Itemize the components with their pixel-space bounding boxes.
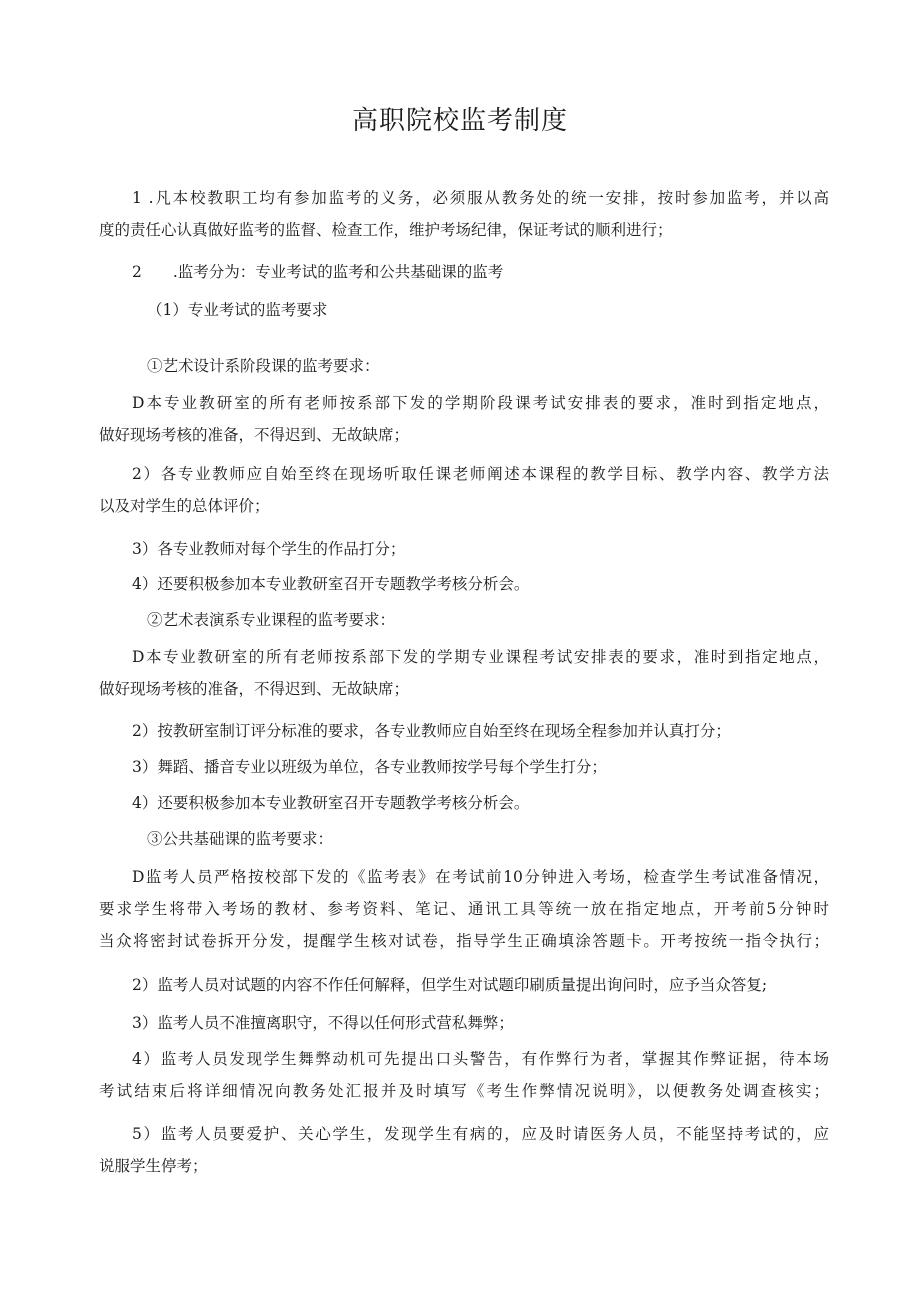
paragraph-7	[99, 533, 829, 565]
text-line: 4）还要积极参加本专业教研室召开专题教学考核分析会。	[132, 575, 530, 593]
text-line: 2）监考人员对试题的内容不作任何解释，但学生对试题印刷质量提出询问时，应予当众答复;	[132, 976, 768, 994]
paragraph-6	[99, 458, 829, 522]
text-line: 说服学生停考；	[99, 1157, 208, 1175]
text-line: ②艺术表演系专业课程的监考要求：	[147, 611, 396, 629]
text-line: 当众将密封试卷拆开分发，提醒学生核对试卷，指导学生正确填涂答题卡。开考按统一指令执行；	[99, 932, 829, 950]
text-line: 1 .凡本校教职工均有参加监考的义务，必须服从教务处的统一安排，按时参加监考，并以高	[132, 189, 829, 207]
paragraph-15	[99, 861, 829, 957]
paragraph-13	[99, 787, 829, 819]
paragraph-11	[99, 715, 829, 747]
text-line: 3）舞蹈、播音专业以班级为单位，各专业教师按学号每个学生打分；	[132, 758, 607, 776]
text-line: （1）专业考试的监考要求	[147, 301, 328, 319]
text-line: D监考人员严格按校部下发的《监考表》在考试前10分钟进入考场，检查学生考试准备情况，	[132, 868, 829, 886]
paragraph-2	[99, 256, 829, 288]
paragraph-12	[99, 751, 829, 783]
text-line: 度的责任心认真做好监考的监督、检查工作，维护考场纪律，保证考试的顺利进行；	[99, 221, 673, 239]
paragraph-14	[99, 823, 829, 855]
text-line: 5）监考人员要爱护、关心学生，发现学生有病的，应及时请医务人员，不能坚持考试的，应	[132, 1125, 829, 1143]
text-line: 考试结束后将详细情况向教务处汇报并及时填写《考生作弊情况说明》，以便教务处调查核实；	[99, 1082, 829, 1100]
text-line: ①艺术设计系阶段课的监考要求：	[147, 357, 380, 375]
paragraph-1	[99, 182, 829, 246]
text-line: 要求学生将带入考场的教材、参考资料、笔记、通讯工具等统一放在指定地点，开考前5分钟时	[99, 900, 829, 918]
paragraph-10	[99, 641, 829, 705]
text-line: 做好现场考核的准备，不得迟到、无故缺席；	[99, 426, 410, 444]
document-title: 高职院校监考制度	[351, 106, 568, 136]
text-line: 2）按教研室制订评分标准的要求，各专业教师应自始至终在现场全程参加并认真打分；	[132, 722, 731, 740]
paragraph-17	[99, 1007, 829, 1039]
text-line: 做好现场考核的准备，不得迟到、无故缺席；	[99, 680, 410, 698]
paragraph-18	[99, 1043, 829, 1107]
text-line: ③公共基础课的监考要求：	[147, 830, 334, 848]
text-line: 2）各专业教师应自始至终在现场听取任课老师阐述本课程的教学目标、教学内容、教学方法	[132, 465, 829, 483]
paragraph-4	[99, 350, 829, 382]
text-line: 3）各专业教师对每个学生的作品打分；	[132, 540, 406, 558]
text-line: 4）监考人员发现学生舞弊动机可先提出口头警告，有作弊行为者，掌握其作弊证据，待本场	[132, 1050, 829, 1068]
paragraph-16	[99, 969, 829, 1001]
text-line: D本专业教研室的所有老师按系部下发的学期阶段课考试安排表的要求，准时到指定地点，	[132, 394, 829, 412]
text-line: 3）监考人员不准擅离职守，不得以任何形式营私舞弊；	[132, 1014, 514, 1032]
text-line: 4）还要积极参加本专业教研室召开专题教学考核分析会。	[132, 794, 530, 812]
paragraph-5	[99, 387, 829, 451]
paragraph-3	[99, 294, 829, 326]
text-line: 以及对学生的总体评价；	[99, 497, 270, 515]
paragraph-8	[99, 568, 829, 600]
paragraph-9	[99, 604, 829, 636]
text-line: D本专业教研室的所有老师按系部下发的学期专业课程考试安排表的要求，准时到指定地点，	[132, 648, 829, 666]
text-line: 2 .监考分为：专业考试的监考和公共基础课的监考	[132, 263, 504, 281]
paragraph-19	[99, 1118, 829, 1182]
